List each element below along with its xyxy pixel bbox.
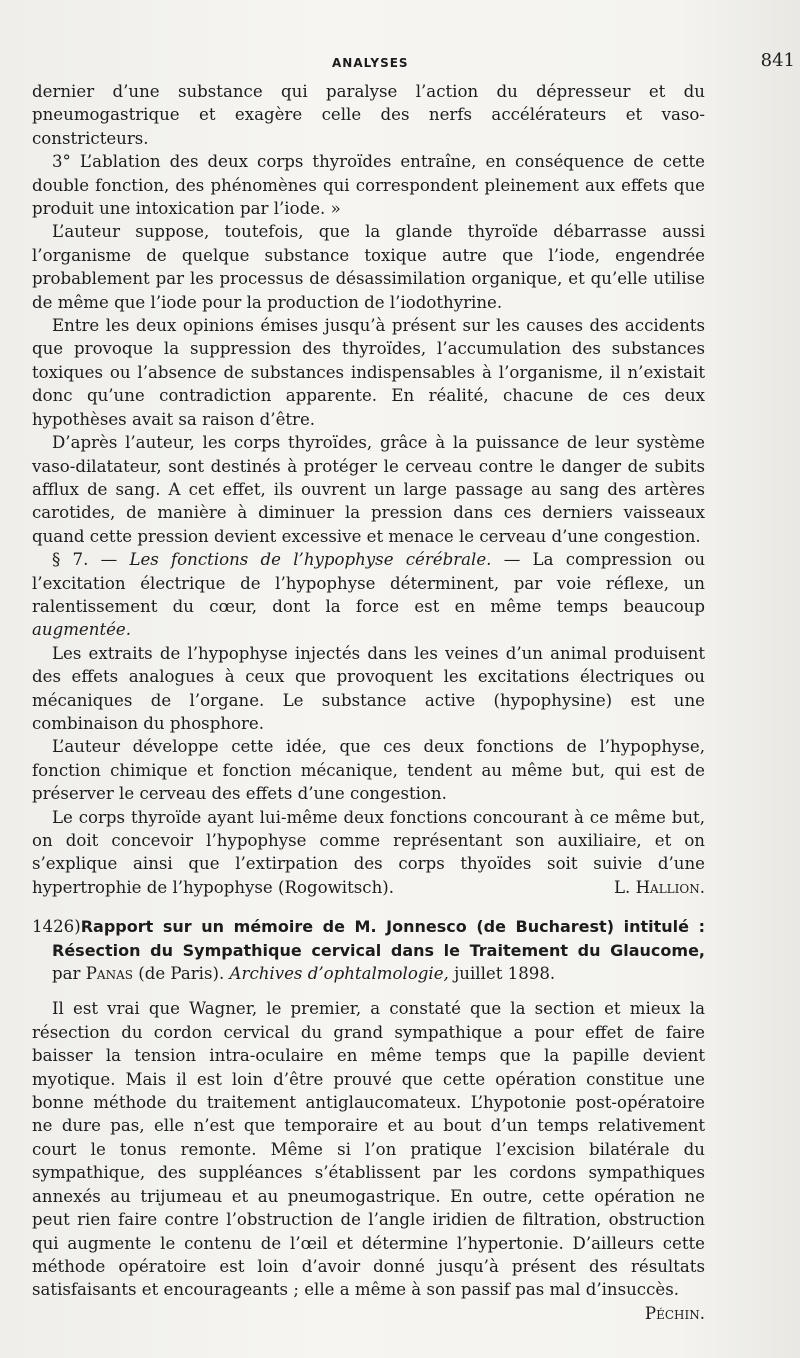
section-7-title: Les fonctions de l’hypophyse cérébrale.: [129, 550, 492, 570]
paragraph-text: Le corps thyroïde ayant lui-même deux fonctions concourant à ce même but, on doit concevoir l’hypophyse comme représentant son auxiliaire, et on s’explique ainsi que l’extirpation des corps thyoïdes soit suivie d’une hypertrophie de l’hypophyse (Rogowitsch).: [32, 807, 705, 897]
section-7-emphasis: augmentée.: [32, 620, 132, 640]
running-head: [32, 50, 795, 80]
page-number: 841: [760, 50, 795, 71]
journal-name: Archives d’ophtalmologie,: [229, 964, 449, 984]
reviewer-signature: Péchin.: [644, 1303, 705, 1323]
article-author: Panas: [85, 964, 133, 984]
review-text: Il est vrai que Wagner, le premier, a constaté que la section et mieux la résection du cordon cervical du grand sympathique a pour effet de faire baisser la tension intra-oculaire en même temps que la papille devient myotique. Mais il est loin d’être prouvé que cette opération constitue une bonne méthode du traitement antiglaucomateux. L’hypotonie post-opératoire ne dure pas, elle n’est que temporaire et au bout d’un temps relativement court le tonus remonte. Même si l’on pratique l’excision bilatérale du sympathique, des suppléances s’établissent par les cordons sympathiques annexés au trijumeau et au pneumogastrique. En outre, cette opération ne peut rien faire contre l’obstruction de l’angle iridien de filtration, obstruction qui augmente le contenu de l’œil et détermine l’hypertonie. D’ailleurs cette méthode opératoire est loin d’avoir donné jusqu’à présent des résultats satisfaisants et encourageants ; elle a même à son passif pas mal d’insuccès.: [32, 999, 705, 1300]
paragraph-section-7: [32, 548, 705, 642]
paragraph: Entre les deux opinions émises jusqu’à présent sur les causes des accidents que provoque la suppression des thyroïdes, l’accumulation des substances toxiques ou l’absence de substances indispensables à l’organisme, il n’existait donc qu’une contradiction apparente. En réalité, chacune de ces deux hypothèses avait sa raison d’être.: [32, 316, 705, 429]
paragraph: 3° L’ablation des deux corps thyroïdes entraîne, en conséquence de cette double fonction, des phénomènes qui correspondent pleinement aux effets que produit une intoxication par l’iode. »: [32, 152, 705, 219]
article-by: par: [52, 964, 81, 984]
paragraph: L’auteur suppose, toutefois, que la glande thyroïde débarrasse aussi l’organisme de quelque substance toxique autre que l’iode, engendrée probablement par les processus de désassimilation organique, et qu’elle utilise de même que l’iode pour la production de l’iodothyrine.: [32, 222, 705, 312]
paragraph: D’après l’auteur, les corps thyroïdes, grâce à la puissance de leur système vaso-dilatateur, sont destinés à protéger le cerveau contre le danger de subits afflux de sang. A cet effet, ils ouvrent un large passage au sang des artères carotides, de manière à diminuer la pression dans ces derniers vaisseaux quand cette pression devient excessive et menace le cerveau d’une congestion.: [32, 433, 705, 546]
article-heading: [32, 915, 705, 985]
paragraph: dernier d’une substance qui paralyse l’action du dépresseur et du pneumogastrique et exagère celle des nerfs accélérateurs et vaso-constricteurs.: [32, 82, 705, 148]
paragraph: L’auteur développe cette idée, que ces deux fonctions de l’hypophyse, fonction chimique et fonction mécanique, tendent au même but, qui est de préserver le cerveau des effets d’une congestion.: [32, 737, 705, 804]
article-title: Rapport sur un mémoire de M. Jonnesco (de Bucharest) intitulé : Résection du Sympathique cervical dans le Traitement du Glaucome,: [52, 917, 705, 960]
article-number: 1426): [32, 917, 81, 937]
section-glaucoma-review: [32, 997, 705, 1325]
paragraph: Les extraits de l’hypophyse injectés dans les veines d’un animal produisent des effets analogues à ceux que provoquent les excitations électriques ou mécaniques de l’organe. Le substance active (hypophysine) est une combinaison du phosphore.: [32, 643, 705, 733]
section-marker: § 7. —: [52, 550, 118, 570]
paragraph-review: [32, 997, 705, 1323]
section-thyroid-analysis: [32, 80, 705, 899]
section-7-text: — La compression ou l’excitation électrique de l’hypophyse déterminent, par voie réflexe, un ralentissement du cœur, dont la force est en même temps beaucoup: [32, 550, 706, 616]
journal-date: juillet 1898.: [454, 964, 556, 984]
paragraph-last: [32, 806, 705, 900]
article-place: (de Paris).: [138, 964, 225, 984]
running-title: ANALYSES: [332, 56, 409, 70]
author-signature: L. Hallion.: [614, 877, 705, 897]
